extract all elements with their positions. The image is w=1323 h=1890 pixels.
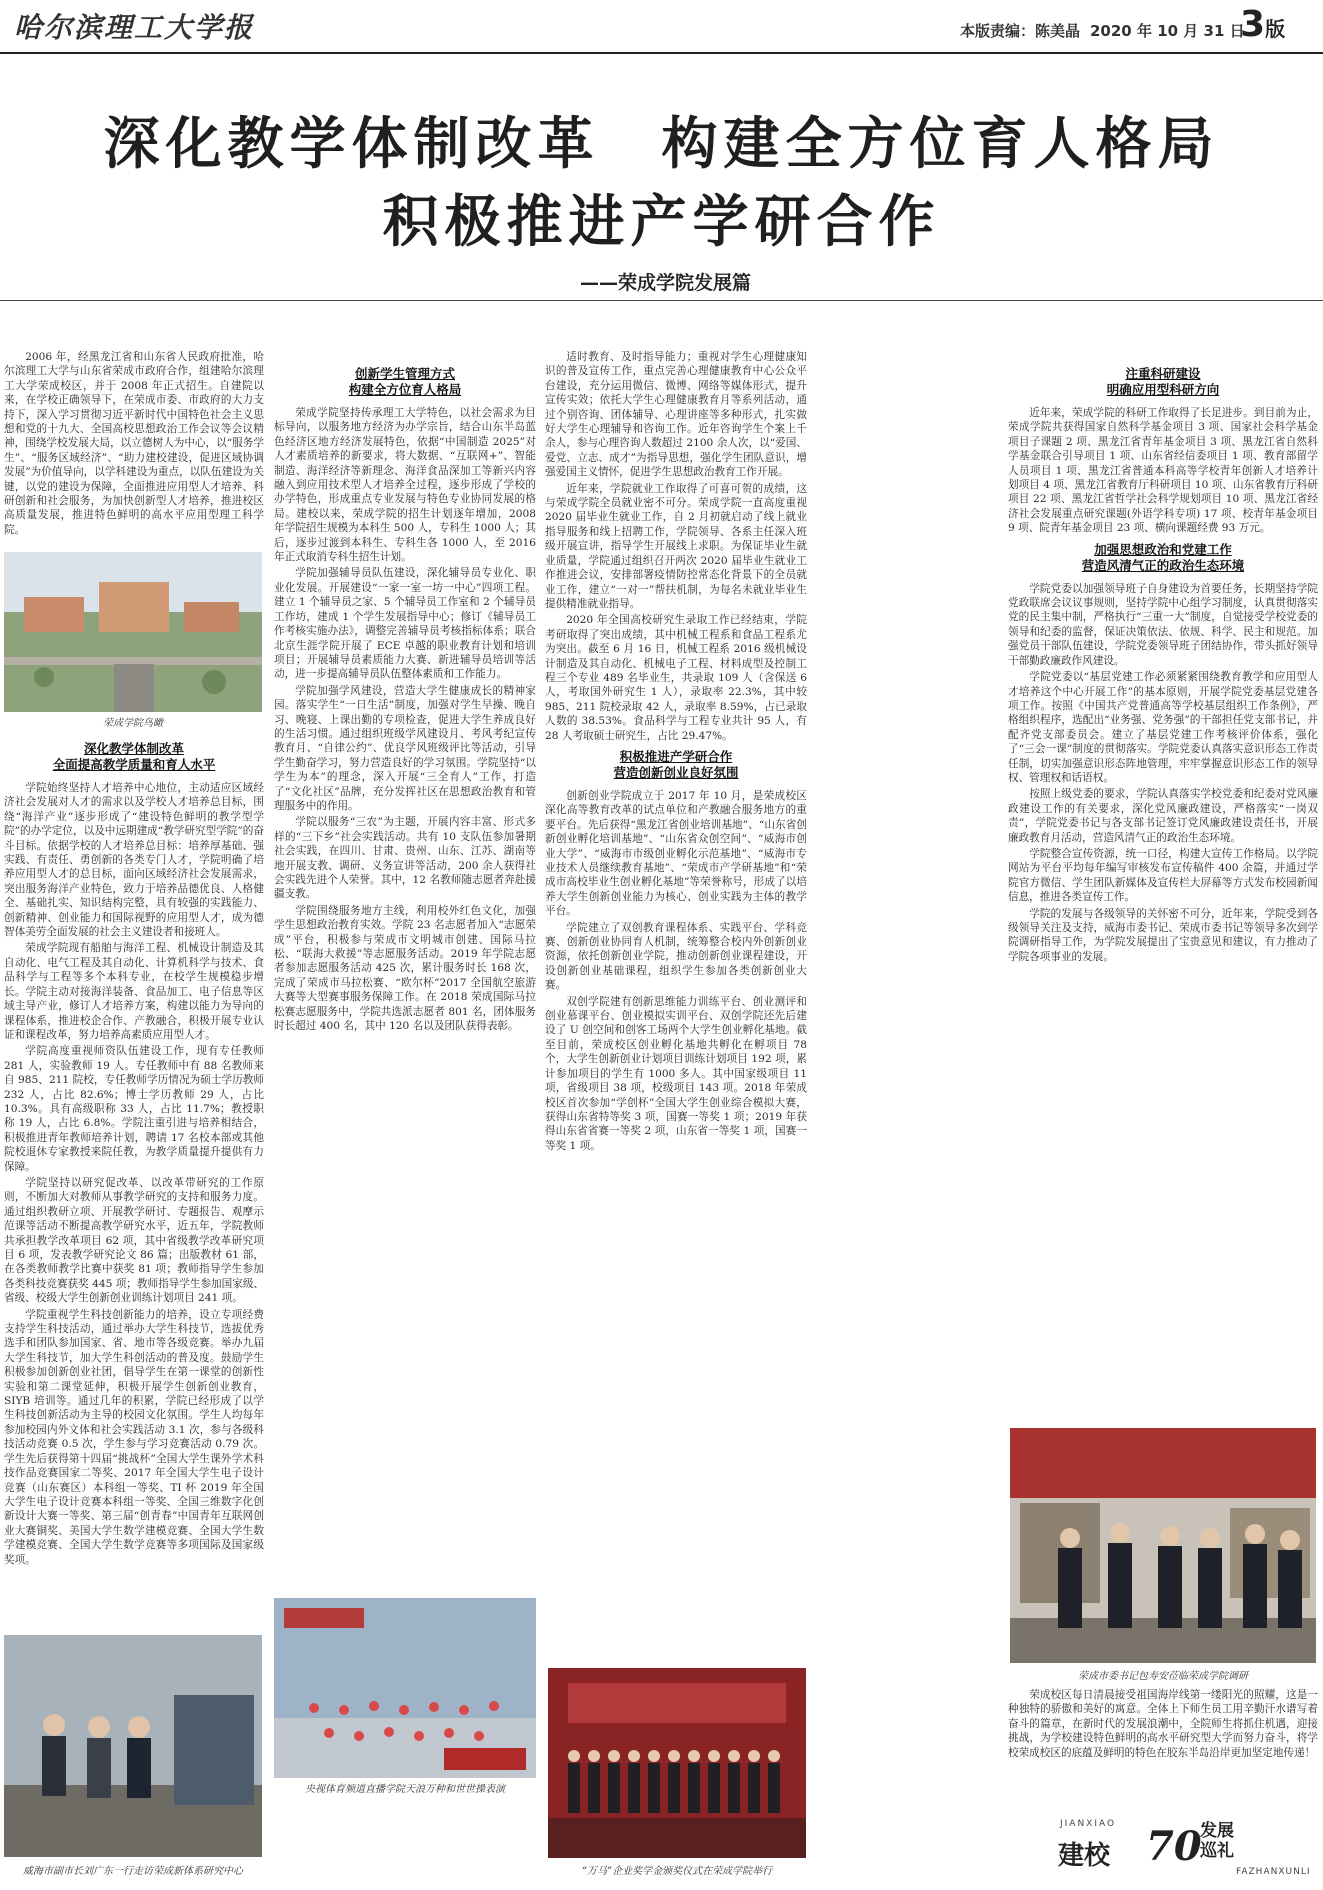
paper-name: 哈尔滨理工大学报 <box>14 11 255 44</box>
caption-campus: 荣成学院鸟瞰 <box>103 718 163 729</box>
section-1-title <box>4 741 264 773</box>
section-2-paragraph: 学院围绕服务地方主线，利用校外红色文化，加强学生思想政治教育实效。学院 23 名志愿者加入“志愿荣成”平台，积极参与荣成市文明城市创建、国际马拉松、“联海大救援”等志愿服务活动。2019 年学院志愿者参加志愿服务活动 425 次，累计服务时长 168 次，完成了荣成市马拉松赛、“欧尔杯”2017 全国航空旅游大赛等大型赛事服务保障工作。在 2018 荣成国际马拉松赛志愿服务中，学院共选派志愿者 801 名，团体服务时长超过 400 名，其中 120 名以及团队获得表彰。 <box>274 904 536 1033</box>
campus-aerial-illustration <box>4 552 262 712</box>
section-4-title <box>1008 366 1318 398</box>
section-4-title-line-2: 明确应用型科研方向 <box>1106 382 1220 397</box>
section-3-paragraph: 创新创业学院成立于 2017 年 10 月，是荣成校区深化高等教育改革的试点单位和产教融合服务地方的重要平台。先后获得“黑龙江省创业培训基地”、“山东省创新创业孵化培训基地”、“山东省众创空间”、“威海市创业大学”、“威海市市级创业孵化示范基地”、“威海市专业技术人员继续教育基地”、“荣成市产学研基地”和“荣成市高校毕业生创业孵化基地”等荣誉称号，形成了以培养大学生创新创业能力为核心、创业实践为主体的教学平台。 <box>545 789 807 918</box>
section-5-paragraph: 学院的发展与各级领导的关怀密不可分，近年来，学院受到各级领导关注及支持，威海市委书记、荣成市委书记等领导多次到学院调研指导工作，为学院发展提出了宝贵意见和建议，有力推动了学院各项事业的发展。 <box>1008 907 1318 963</box>
section-5-title-line-1: 加强思想政治和党建工作 <box>1094 541 1232 557</box>
section-2-paragraph: 学院以服务“三农”为主题，开展内容丰富、形式多样的“三下乡”社会实践活动。共有 10 支队伍参加暑期社会实践，在四川、甘肃、贵州、山东、江苏、湖南等地开展支教、调研、义务宣讲等活动，200 余人获得社会实践先进个人荣誉。其中，12 名教师随志愿者奔赴援疆支教。 <box>274 816 536 901</box>
section-2-paragraph: 学院加强辅导员队伍建设，深化辅导员专业化、职业化发展。开展建设“一家一室一坊一中心”四项工程。建立 1 个辅导员之家、5 个辅导员工作室和 2 个辅导员工作坊，建成 1 个学生发展指导中心；修订《辅导员工作考核实施办法》，调整完善辅导员考核指标体系；联合北京生涯学院开展了 ECE 卓越的职业教育计划和培训项目；开展辅导员素质能力大赛、新进辅导员培训等活动，进一步提高辅导员队伍整体素质和工作能力。 <box>274 567 536 681</box>
section-3-paragraph: 2020 年全国高校研究生录取工作已经结束，学院考研取得了突出成绩，其中机械工程系和食品工程系尤为突出。截至 6 月 16 日，机械工程系 2016 级机械设计制造及其自动化、机械电子工程、材料成型及控制工程三个专业 489 名毕业生，共录取 109 人（含保送 6 人，考取国外研究生 1 人），录取率 22.3%，其中较 985、211 院校录取 42 人，录取率 8.59%，占已录取人数的 38.53%。食品科学与工程专业共计 95 人，有 28 人考取硕士研究生，占比 29.47%。 <box>545 614 807 742</box>
caption-ceremony: “万马”企业奖学金颁奖仪式在荣成学院举行 <box>581 1866 773 1877</box>
column-1-body <box>4 735 264 1630</box>
leaders-visit-illustration <box>1010 1428 1316 1663</box>
page-number-digit: 3 <box>1240 4 1266 45</box>
section-5-title-line-2: 营造风清气正的政治生态环境 <box>1081 557 1245 573</box>
section-4-paragraph: 近年来，荣成学院的科研工作取得了长足进步。到目前为止，荣成学院共获得国家自然科学基金项目 3 项、国家社会科学基金项目子课题 2 项、黑龙江省青年基金项目 3 项、黑龙江省自然科学基金联合引导项目 1 项、山东省经信委项目 1 项、教育部留学人员项目 1 项、黑龙江省普通本科高等学校青年创新人才培养计划项目 4 项、黑龙江省教育厅科研项目 10 项、山东省教育厅科研项目 22 项、黑龙江省哲学社会科学规划项目 10 项、黑龙江省经济社会发展重点研究课题(外语学科专项) 17 项、校青年基金项目 9 项、院青年基金项目 23 项、横向课题经费 93 万元。 <box>1008 407 1318 535</box>
section-1-paragraph: 荣成学院现有船舶与海洋工程、机械设计制造及其自动化、电气工程及其自动化、计算机科学与技术、食品科学与工程等多个本科专业，在校学生规模稳步增长。学院主动对接海洋装备、食品加工、电子信息等区域主导产业，修订人才培养方案，构建以能力为导向的课程体系，推进校企合作、产教融合，积极开展专业认证和课程改革，努力培养高素质应用型人才。 <box>4 942 264 1041</box>
section-3-paragraph: 双创学院建有创新思维能力训练平台、创业测评和创业慕课平台、创业模拟实训平台、双创学院还先后建设了 U 创空间和创客工场两个大学生创业孵化基地。截至目前，荣成校区创业孵化基地共孵化在孵项目 78 个，大学生创新创业计划项目训练计划项目 192 项，累计参加项目的学生有 1000 多人。其中国家级项目 11 项，省级项目 38 项，校级项目 143 项。2018 年荣成校区首次参加“学创杯”全国大学生创业综合模拟大赛，获得山东省特等奖 3 项，国赛一等奖 1 项；2019 年获得山东省省赛一等奖 2 项，山东省一等奖 1 项，国赛一等奖 1 项。 <box>545 995 807 1152</box>
section-1-paragraph: 学院高度重视师资队伍建设工作，现有专任教师 281 人，实验教师 19 人。专任教师中有 88 名教师来自 985、211 院校，专任教师学历情况为硕士学历教师 232 人，占比 82.6%；博士学历教师 29 人，占比 10.3%。具有高级职称 33 人，占比 11.7%；教授职称 19 人，占比 6.8%。学院注重引进与培养相结合，积极推进青年教师培养计划，聘请 17 名校本部或其他院校退休专家教授来院任教，为教学质量提升提供有力保障。 <box>4 1045 264 1173</box>
section-3-title-line-2: 营造创新创业良好氛围 <box>613 764 739 780</box>
section-5-title <box>1008 542 1318 574</box>
section-3-title-line-1: 积极推进产学研合作 <box>619 748 733 764</box>
section-5-paragraph: 学院党委以加强领导班子自身建设为首要任务，长期坚持学院党政联席会议议事规则，坚持学院中心组学习制度，认真贯彻落实党的民主集中制，严格执行“三重一大”制度，自觉接受学校党委的领导和纪委的监督，保证决策依法、依规、科学、民主和规范。加强党员干部队伍建设，学院党委领导班子团结协作，带头抓好领导干部勤政廉政作风建设。 <box>1008 582 1318 667</box>
section-1-title-line-1: 深化教学体制改革 <box>83 741 184 756</box>
column-intro <box>4 350 264 550</box>
visit-illustration <box>4 1635 262 1857</box>
column-4-closing <box>1008 1688 1318 1810</box>
campus-aerial-photo <box>4 552 262 712</box>
caption-visit: 威海市副市长刘广东一行走访荣成新体系研究中心 <box>23 1866 243 1877</box>
section-1-paragraph: 学院始终坚持人才培养中心地位，主动适应区域经济社会发展对人才的需求以及学校人才培养总目标，围绕“海洋产业”逐步形成了“建设特色鲜明的教学型学院”的办学定位，以及中远期建成“教学研究型学院”的奋斗目标。依据学校的人才培养总目标：培养厚基础、强实践、有责任、勇创新的各类专门人才，学院明确了培养应用型人才的总目标，面向区域经济社会发展需求，突出服务海洋产业特色，致力于培养品德优良、人格健全、基础扎实、知识结构完整，具有较强的实践能力、创新精神、创业能力和国际视野的应用型人才，成为德智体美劳全面发展的社会主义建设者和接班人。 <box>4 782 264 939</box>
issue-date: 2020 年 10 月 31 日 <box>1090 22 1245 40</box>
section-4-title-line-1: 注重科研建设 <box>1125 366 1201 381</box>
section-2-title-line-1: 创新学生管理方式 <box>354 366 455 381</box>
cctv-performance-photo <box>274 1598 536 1778</box>
page-number <box>1240 4 1285 45</box>
section-3-paragraph: 近年来，学院就业工作取得了可喜可贺的成绩，这与荣成学院全员就业密不可分。荣成学院一直高度重视 2020 届毕业生就业工作，自 2 月初就启动了线上就业指导服务和线上招聘工作，学院领导、各系主任深入班级开展宣讲，指导学生开展线上求职。为保证毕业生就业质量，学院通过组织召开两次 2020 届毕业生就业工作推进会议，安排部署疫情防控常态化背景下的全员就业工作，建立“一对一”帮扶机制，为每名未就业毕业生提供精准就业指导。 <box>545 482 807 610</box>
caption-leaders: 荣成市委书记包寿安莅临荣成学院调研 <box>1078 1671 1248 1682</box>
section-3-title <box>545 749 807 781</box>
scholarship-ceremony-illustration <box>548 1668 806 1858</box>
column-3-body <box>545 350 807 1660</box>
section-3-paragraph: 学院建立了双创教育课程体系、实践平台、学科竞赛、创新创业协同育人机制，统筹整合校内外创新创业资源，依托创新创业学院，推动创新创业课程建设，开设创新创业基础课程，组织学生参加各类创新创业大赛。 <box>545 921 807 992</box>
intro-paragraph: 2006 年，经黑龙江省和山东省人民政府批准，哈尔滨理工大学与山东省荣成市政府合作，组建哈尔滨理工大学荣成校区，并于 2008 年正式招生。自建院以来，在学校正确领导下，在荣成市委、市政府的大力支持下，深入学习贯彻习近平新时代中国特色社会主义思想和党的十九大、全国高校思想政治工作会议等会议精神，围绕学校发展大局，以立德树人为中心，以“服务学生”、“服务区域经济”、“助力建校建设，促进区域协调发展”为价值导向，以学科建设为重点，以队伍建设为关键，以党的建设为保障，全面推进应用型人才培养、科研创新和社会服务，为加快创新型人才培养，推进校区高质量发展，推进特色鲜明的高水平应用型理工科学院。 <box>4 351 264 536</box>
section-2-paragraph: 学院加强学风建设，营造大学生健康成长的精神家园。落实学生“一日生活”制度，加强对学生早操、晚自习、晚寝、上课出勤的专项检查，促进大学生养成良好的生活习惯。通过组织班级学风建设月、考风考纪宣传教育月、“自律公约”、优良学风班级评比等活动，引导学生勤奋学习，努力营造良好的学习氛围。学院坚持“以学生为本”的理念，深入开展“三全育人”工作，打造了“文化社区”品牌，充分发挥社区在思想政治教育和管理服务中的作用。 <box>274 684 536 812</box>
headline-rule <box>0 300 1323 301</box>
leaders-visit-photo <box>1010 1428 1316 1663</box>
masthead <box>0 0 1323 54</box>
badge-pinyin-bottom: FAZHANXUNLI <box>1236 1867 1311 1877</box>
cctv-performance-illustration <box>274 1598 536 1778</box>
badge-jianxiao: 建校 <box>1058 1841 1111 1871</box>
badge-seventy: 70 <box>1146 1823 1202 1870</box>
headline-line-2: 积极推进产学研合作 <box>382 190 941 255</box>
section-2-title-line-2: 构建全方位育人格局 <box>348 382 462 397</box>
headline-subtitle: ——荣成学院发展篇 <box>580 272 752 294</box>
section-1-paragraph: 学院坚持以研究促改革、以改革带研究的工作原则，不断加大对教师从事教学研究的支持和服务力度。通过组织教研立项、开展教学研讨、专题报告、观摩示范课等活动不断提高教学研究水平，近五年，学院教师共承担教学改革项目 62 项，其中省级教学改革研究项目 6 项，发表教学研究论文 86 篇；出版教材 61 部，在各类教师教学比赛中获奖 81 项；教师指导学生参加各类科技竞赛获奖 445 项；教师指导学生参加国家级、省级、校级大学生创新创业训练计划项目 241 项。 <box>4 1176 264 1305</box>
section-1-paragraph: 学院重视学生科技创新能力的培养，设立专项经费支持学生科技活动，通过举办大学生科技节，选拔优秀选手和团队参加国家、省、地市等各级竞赛。举办九届大学生科技节，加大学生科创活动的普及度。鼓励学生积极参加创新创业社团，倡导学生在第一课堂的创新性实验和第二课堂延伸，积极开展学生创新创业教育，SIYB 培训等。通过几年的积累，学院已经形成了以学生科技创新活动为主导的校园文化氛围。学生人均每年参加校园内外文体和社会实践活动 3.1 次，参与各级科技活动竞赛 0.5 次，学生参与学习竞赛活动 0.79 次。学生先后获得第十四届“挑战杯”全国大学生课外学术科技作品竞赛国家二等奖、2017 年全国大学生电子设计竞赛（山东赛区）本科组一等奖、TI 杯 2019 年全国大学生电子设计竞赛本科组一等奖、全国三维数字化创新设计大赛一等奖、第三届“创青春”中国青年互联网创业大赛铜奖、美国大学生数学建模竞赛、全国大学生数学建模竞赛、全国大学生数学竞赛等多项国际及国家级奖项。 <box>4 1308 264 1566</box>
anniversary-badge <box>1050 1815 1320 1885</box>
section-2-title <box>274 366 536 398</box>
badge-pinyin-top: JIANXIAO <box>1060 1819 1117 1829</box>
caption-cctv: 央视体育频道直播学院天浪万种和世世操表演 <box>305 1784 505 1795</box>
closing-paragraph: 荣成校区每日清晨接受祖国海岸线第一缕阳光的照耀，这是一种独特的骄傲和美好的寓意。全体上下师生员工用辛勤汗水谱写着奋斗的篇章，在新时代的发展浪潮中，全院师生将抓住机遇，迎接挑战，为学校建设特色鲜明的高水平研究型大学而努力奋斗，将学校荣成校区的底蕴及鲜明的特色在胶东半岛沿岸更加坚定地传递！ <box>1008 1689 1318 1759</box>
column-4-body <box>1008 360 1318 1420</box>
visit-photo <box>4 1635 262 1857</box>
scholarship-ceremony-photo <box>548 1668 806 1858</box>
section-5-paragraph: 学院整合宣传资源，统一口径，构建大宣传工作格局。以学院网站为平台平均每年编写审核发布宣传稿件 400 余篇，并通过学院官方微信、学生团队新媒体及宣传栏大屏幕等方式发布校园新闻信息，推进各类宣传工作。 <box>1008 847 1318 904</box>
section-3-paragraph: 适时教育、及时指导能力；重视对学生心理健康知识的普及宣传工作，重点完善心理健康教育中心公众平台建设，充分运用微信、微博、网络等媒体形式，提升宣传实效；依托大学生心理健康教育月等系列活动，通过个别咨询、团体辅导、心理讲座等多种形式，扎实做好大学生心理辅导和咨询工作。近年咨询学生个案上千余人，参与心理咨询人数超过 2100 余人次，以“爱国、爱党、立志、成才”为指导思想，强化学生团队意识，增强爱国主义情怀，促进学生思想政治教育工作开展。 <box>545 351 807 479</box>
editor-credit: 本版责编：陈美晶 <box>960 22 1081 40</box>
headline-line-1: 深化教学体制改革 构建全方位育人格局 <box>103 112 1220 177</box>
badge-fazhan: 发展巡礼 <box>1200 1821 1234 1861</box>
page-number-suffix: 版 <box>1265 17 1286 41</box>
section-1-title-line-2: 全面提高教学质量和育人水平 <box>52 757 216 772</box>
section-5-paragraph: 按照上级党委的要求，学院认真落实学校党委和纪委对党风廉政建设工作的有关要求，深化党风廉政建设，严格落实“一岗双责”，学院党委书记与各支部书记签订党风廉政建设责任书，开展廉政教育月活动，营造风清气正的政治生态环境。 <box>1008 788 1318 844</box>
section-2-paragraph: 荣成学院坚持传承理工大学特色，以社会需求为目标导向，以服务地方经济为办学宗旨，结合山东半岛蓝色经济区地方经济发展特色，依据“中国制造 2025”对人才素质培养的新要求，将大数据、“互联网+”、智能制造、海洋经济等新理念、海洋食品深加工等新兴内容融入到应用技术型人才培养全过程，逐步形成了学校的办学特色，形成重点专业发展与特色专业协同发展的格局。建校以来，荣成学院的招生计划逐年增加，2008 年学院招生规模为本科生 500 人，专科生 1000 人；其后，逐步过渡到本科生、专科生各 1000 人，至 2016 年正式取消专科生招生计划。 <box>274 407 536 564</box>
column-2-body <box>274 360 536 1630</box>
section-5-paragraph: 学院党委以“基层党建工作必须紧紧围绕教育教学和应用型人才培养这个中心开展工作”的基本原则，开展学院党委基层党建各项工作。按照《中国共产党普通高等学校基层组织工作条例》，严格组织程序，选配出“业务强、党务强”的干部担任党支部书记，并配齐党支部委员会。建立了基层党建工作考核评价体系，强化了“三会一课”制度的贯彻落实。学院党委认真落实意识形态工作责任制，切实加强意识形态阵地管理，牢牢掌握意识形态工作的领导权、管理权和话语权。 <box>1008 671 1318 784</box>
